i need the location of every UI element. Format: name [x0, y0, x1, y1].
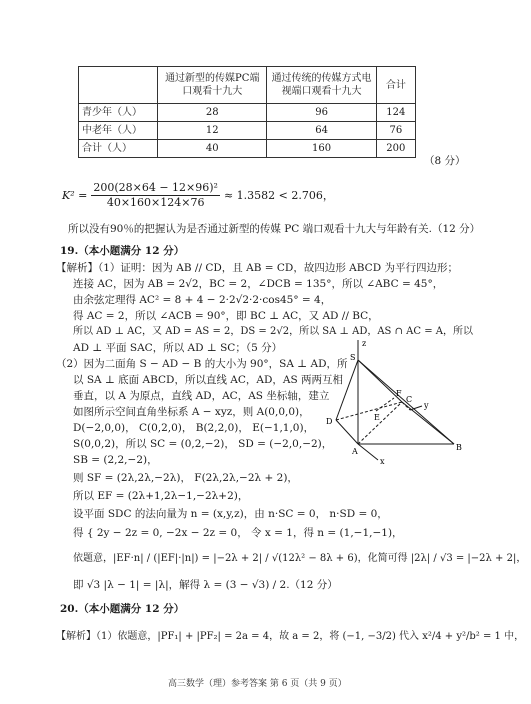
k2-lhs: K² =: [62, 188, 88, 202]
table-cell: 160: [267, 140, 376, 158]
pyramid-figure: [318, 338, 468, 466]
label-e: E: [374, 413, 380, 422]
table-cell: 200: [376, 140, 415, 158]
q19-line: S(0,0,2)，所以 SC = (0,2,−2)， SD = (−2,0,−2)，: [73, 438, 333, 450]
label-y: y: [424, 401, 429, 410]
label-f: F: [396, 389, 402, 398]
k2-denominator: 40×160×124×76: [106, 195, 205, 209]
k2-fraction: [91, 181, 220, 210]
q19-line: 设平面 SDC 的法向量为 n = (x,y,z)，由 n·SC = 0， n·SD = 0，: [73, 508, 388, 520]
label-z: z: [362, 339, 367, 348]
table-cell: 合计（人）: [79, 140, 158, 158]
conclusion-text: 所以没有90％的把握认为是否通过新型的传媒 PC 端口观看十九大与年龄有关.（12 分）: [68, 223, 481, 235]
label-a: A: [352, 447, 358, 456]
table-header-row: [79, 67, 416, 104]
label-d: D: [326, 417, 333, 426]
q19-line: 依题意，|EF·n| / (|EF|·|n|) = |−2λ + 2| / √(12λ² − 8λ + 6)，化简可得 |2λ| / √3 = |−2λ + 2|，: [73, 553, 527, 564]
k2-numerator: 200(28×64 − 12×96)²: [93, 180, 218, 194]
x-axis: [358, 444, 378, 460]
q19-line: D(−2,0,0)， C(0,2,0)， B(2,2,0)， E(−1,1,0)，: [73, 422, 315, 434]
contingency-table: [78, 66, 416, 158]
page-footer: 高三数学（理）参考答案 第 6 页（共 9 页）: [168, 679, 347, 689]
q19-line: 以 SA ⊥ 底面 ABCD，所以直线 AC，AD，AS 两两互相: [73, 374, 344, 386]
table-cell: 124: [376, 104, 415, 122]
table-cell: 40: [158, 140, 267, 158]
q19-line: 则 SF = (2λ,2λ,−2λ)， F(2λ,2λ,−2λ + 2)，: [73, 472, 298, 484]
q19-line: 如图所示空间直角坐标系 A − xyz，则 A(0,0,0)，: [73, 406, 310, 418]
table-header-pc: 通过新型的传媒PC端口观看十九大: [158, 67, 267, 104]
q19-line: 得 { 2y − 2z = 0, −2x − 2z = 0， 令 x = 1，得 n = (1,−1,−1)，: [73, 527, 403, 539]
table-header-empty: [79, 67, 158, 104]
label-b: B: [456, 443, 462, 452]
table-score: （8 分）: [424, 155, 466, 167]
table-row: [79, 104, 416, 122]
table-cell: 76: [376, 122, 415, 140]
table-cell: 12: [158, 122, 267, 140]
label-x: x: [380, 457, 385, 466]
q20-title: 20.（本小题满分 12 分）: [60, 603, 185, 615]
q19-title: 19.（本小题满分 12 分）: [60, 245, 185, 257]
k2-rhs: ≈ 1.3582 < 2.706，: [223, 189, 334, 202]
k2-formula: [62, 178, 334, 212]
table-row: [79, 140, 416, 158]
q19-line: 垂直，以 A 为原点，直线 AD，AC，AS 坐标轴，建立: [73, 390, 330, 402]
q19-line: 得 AC = 2，所以 ∠ACB = 90°，即 BC ⊥ AC，又 AD // BC，: [73, 310, 379, 322]
table-cell: 28: [158, 104, 267, 122]
q19-line: 【解析】（1）证明：因为 AB // CD，且 AB = CD，故四边形 ABCD 为平行四边形；: [56, 262, 458, 274]
table-cell: 中老年（人）: [79, 122, 158, 140]
q19-line: 即 √3 |λ − 1| = |λ|，解得 λ = (3 − √3) / 2.（12 分）: [73, 579, 338, 591]
q19-line: 所以 EF = (2λ+1,2λ−1,−2λ+2)，: [73, 490, 249, 502]
q19-line: （2）因为二面角 S − AD − B 的大小为 90°，SA ⊥ AD，所: [56, 358, 348, 370]
q20-line: 【解析】（1）依题意，|PF₁| + |PF₂| = 2a = 4，故 a = 2，将 (−1, −3/2) 代入 x²/4 + y²/b² = 1 中，: [56, 631, 525, 642]
label-s: S: [350, 353, 356, 362]
table-row: [79, 122, 416, 140]
q19-line: AD ⊥ 平面 SAC，所以 AD ⊥ SC；（5 分）: [73, 342, 283, 354]
label-c: C: [406, 395, 413, 404]
q19-line: 由余弦定理得 AC² = 8 + 4 − 2·2√2·2·cos45° = 4，: [73, 294, 332, 306]
table-header-tv: 通过传统的传媒方式电视端口观看十九大: [267, 67, 376, 104]
edge-sd: [336, 360, 358, 420]
table-cell: 96: [267, 104, 376, 122]
q19-line: SB = (2,2,−2)，: [73, 454, 158, 466]
table-cell: 青少年（人）: [79, 104, 158, 122]
edge-da: [336, 420, 358, 444]
q19-line: 所以 AD ⊥ AC，又 AD = AS = 2，DS = 2√2，所以 SA ⊥ AD，AS ∩ AC = A，所以: [73, 326, 473, 337]
table-cell: 64: [267, 122, 376, 140]
q19-line: 连接 AC，因为 AB = 2√2，BC = 2，∠DCB = 135°，所以 ∠ABC = 45°，: [73, 278, 444, 290]
table-header-total: 合计: [376, 67, 415, 104]
